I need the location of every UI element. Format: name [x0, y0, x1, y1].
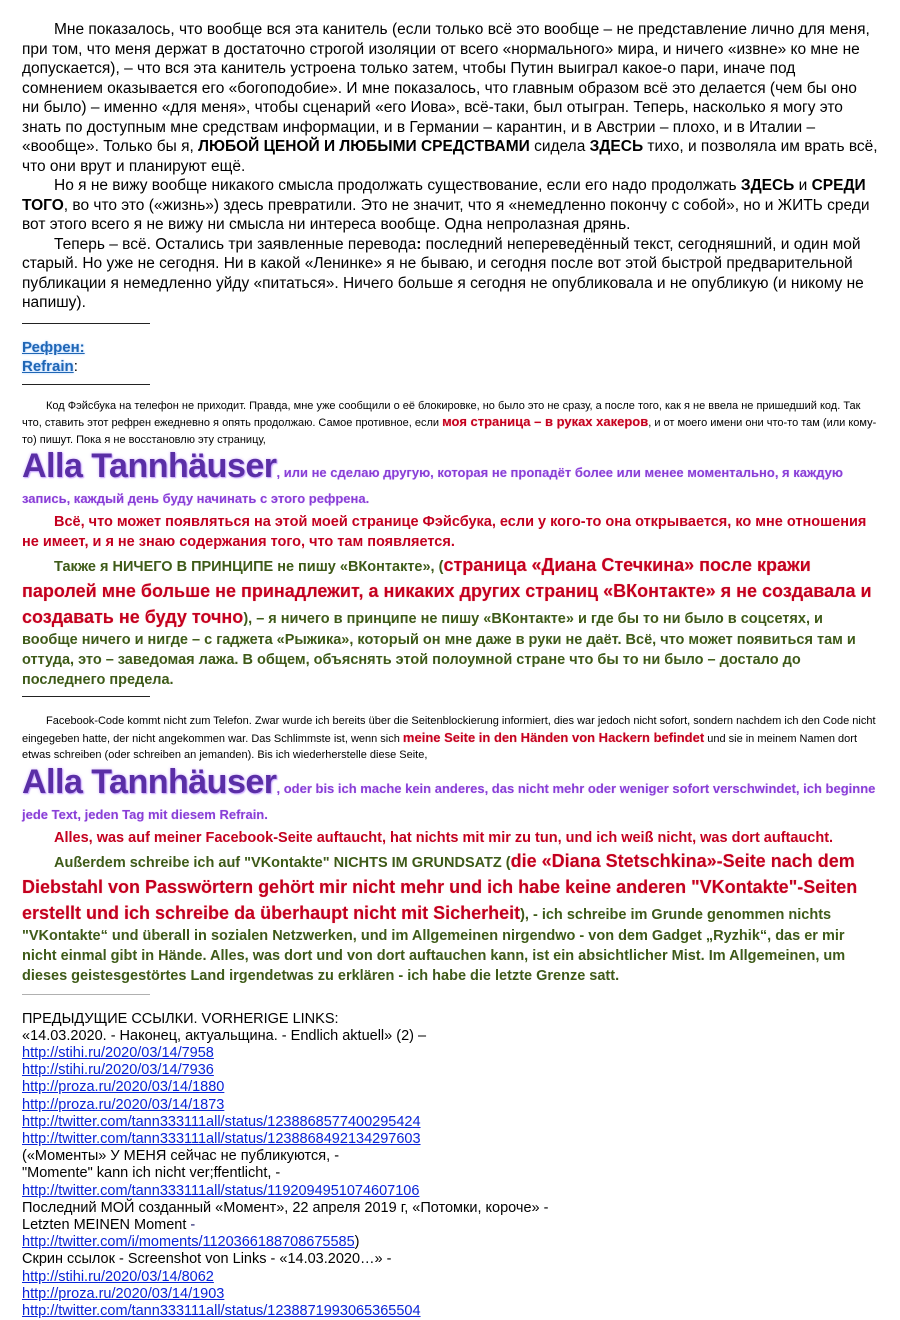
bold-phrase: ЛЮБОЙ ЦЕНОЙ И ЛЮБЫМИ СРЕДСТВАМИ — [198, 138, 530, 155]
paragraph-text: и — [794, 177, 811, 194]
moments-note-de: "Momente" kann ich nicht ver;ffentlicht, - — [22, 1165, 878, 1182]
link-twitter-moment[interactable]: http://twitter.com/i/moments/1120366188708675585 — [22, 1234, 355, 1250]
paragraph-3 — [22, 235, 878, 313]
previous-links — [22, 1011, 878, 1320]
link-stihi[interactable]: http://stihi.ru/2020/03/14/7936 — [22, 1062, 214, 1078]
ru-facebook-notice — [22, 398, 878, 449]
paragraph-2 — [22, 176, 878, 235]
bold-colon: : — [416, 236, 421, 253]
notice-text: Код Фэйсбука на телефон не приходит. Правда, мне уже сообщили о её блокировке, но было это не сразу, а после того, как я не ввела не пришедший код. Так что, ставить этот рефрен ежедневно я опять продолжаю. Самое противное, если — [22, 400, 860, 430]
notice-text: ), - ich schreibe im Grunde genommen nichts "VKontakte“ und überall in sozialen Netzwerken, und im Allgemeinen nirgendwo - von dem Gadget „Ryzhik“, das er mir nicht einmal gibt in Hände. Alles, was dort und von dort auftauchen kann, ist ein absichtlicher Mist. Im Allgemeinen, um dieses geistesgestörtes Land irgendetwas zu erklären - ich habe die letzte Grenze satt. — [22, 907, 845, 984]
links-group-1 — [22, 1045, 878, 1148]
link-stihi[interactable]: http://stihi.ru/2020/03/14/7958 — [22, 1045, 214, 1061]
close-paren: ) — [355, 1234, 360, 1250]
author-name: Alla Tannhäuser — [22, 763, 277, 801]
last-moment-ru: Последний МОЙ созданный «Момент», 22 апреля 2019 г, «Потомки, короче» - — [22, 1200, 878, 1217]
link-proza[interactable]: http://proza.ru/2020/03/14/1880 — [22, 1079, 224, 1095]
refrain-heading-ru[interactable]: Рефрен: — [22, 338, 878, 357]
last-moment-label: Letzten MEINEN Moment — [22, 1217, 186, 1233]
last-moment-de — [22, 1217, 878, 1234]
paragraph-text: Но я не вижу вообще никакого смысла продолжать существование, если его надо продолжать — [54, 177, 741, 194]
notice-text: , и от моего имени они что-то там (или кому-то) пишут. Пока я не восстановлю эту страницу, — [22, 417, 876, 446]
link-twitter[interactable]: http://twitter.com/tann333111all/status/1238871993065365504 — [22, 1303, 421, 1319]
link-stihi[interactable]: http://stihi.ru/2020/03/14/8062 — [22, 1269, 214, 1285]
stolen-page-phrase: die «Diana Stetschkina»-Seite nach dem Diebstahl von Passwörtern gehört mir nicht mehr und ich habe keine anderen "VKontakte"-Seiten erstellt und ich schreibe da überhaupt nicht mit Sicherheit — [22, 851, 857, 923]
de-facebook-notice — [22, 713, 878, 764]
paragraph-text: Теперь – всё. Остались три заявленные перевода — [54, 236, 416, 253]
de-red-notice: Alles, was auf meiner Facebook-Seite auftaucht, hat nichts mit mir zu tun, und ich weiß nicht, was dort auftaucht. — [22, 828, 878, 848]
paragraph-text: Мне показалось, что вообще вся эта канитель (если только всё это вообще – не представление лично для меня, при том, что меня держат в достаточно строгой изоляции от всего «нормального» мира, и ничего «извне» ко мне не допускается), – что вся эта канитель устроена только затем, чтобы Путин выиграл какое-о пари, иначе под сомнением оказывается его «богоподобие». И мне показалось, что главным образом всё это делается (чем бы оно ни было) – именно «для меня», чтобы сценарий «его Иова», всё-таки, был отыгран. Теперь, насколько я могу это знать по доступным мне средствам информации, и в Германии – карантин, и в Австрии – плохо, и в Италии – «вообще». Только бы я, — [22, 21, 870, 155]
links-group-title: «14.03.2020. - Наконец, актуальщина. - Endlich aktuell» (2) – — [22, 1028, 878, 1045]
links-heading: ПРЕДЫДУЩИЕ ССЫЛКИ. VORHERIGE LINKS: — [22, 1011, 878, 1028]
author-name: Alla Tannhäuser — [22, 447, 277, 485]
bold-phrase: ЗДЕСЬ — [590, 138, 643, 155]
screenshot-title: Скрин ссылок - Screenshot von Links - «14.03.2020…» - — [22, 1251, 878, 1268]
document-page — [22, 20, 878, 1320]
paragraph-text: тихо, и позволяла им врать всё, что они врут и планируют ещё. — [22, 138, 878, 175]
paragraph-text: , во что это («жизнь») здесь превратили. Это не значит, что я «немедленно покончу с собой», но и ЖИТЬ среди вот этого всего я не вижу ни смысла ни интереса вообще. Одна непролазная дрянь. — [22, 197, 870, 234]
refrain-link[interactable]: Refrain — [22, 358, 74, 375]
de-vkontakte-notice — [22, 848, 878, 986]
ru-alla-refrain — [22, 448, 878, 512]
notice-text: Außerdem schreibe ich auf "VKontakte" NICHTS IM GRUNDSATZ ( — [54, 855, 511, 871]
refrain-tail: , oder bis ich mache kein anderes, das nicht mehr oder weniger sofort verschwindet, ich beginne jede Text, jeden Tag mit diesem Refrain. — [22, 781, 875, 822]
link-proza[interactable]: http://proza.ru/2020/03/14/1873 — [22, 1097, 224, 1113]
link-twitter[interactable]: http://twitter.com/tann333111all/status/1238868492134297603 — [22, 1131, 421, 1147]
notice-text: ), – я ничего в принципе не пишу «ВКонтакте» и где бы то ни было в соцсетях, и вообще ничего и нигде – с гаджета «Рыжика», который он мне даже в руки не даёт. Всё, что может появиться там и оттуда, это – заведомая лажа. В общем, объяснять этой полоумной стране что бы то ни было – достало до последнего предела. — [22, 611, 856, 688]
paragraph-text: сидела — [530, 138, 590, 155]
dash: - — [186, 1217, 195, 1233]
russian-main-text — [22, 20, 878, 313]
de-alla-refrain — [22, 764, 878, 828]
link-twitter[interactable]: http://twitter.com/tann333111all/status/1192094951074607106 — [22, 1183, 419, 1199]
refrain-heading-en[interactable] — [22, 357, 878, 376]
stolen-page-phrase: страница «Диана Стечкина» после кражи паролей мне больше не принадлежит, а никаких других страниц «ВКонтакте» я не создавала и создавать не буду точно — [22, 555, 872, 627]
ru-vkontakte-notice — [22, 552, 878, 690]
hackers-phrase: meine Seite in den Händen von Hackern befindet — [403, 730, 704, 745]
paragraph-text: последний непереведённый текст, сегодняшний, и один мой старый. Но уже не сегодня. Ни в какой «Ленинке» я не бываю, и сегодня после вот этой быстрой предварительной публикации я немедленно уйду «питаться». Ничего больше я сегодня не опубликовала и не опубликую (и никому не напишу). — [22, 236, 864, 312]
moments-note-ru: («Моменты» У МЕНЯ сейчас не публикуются, - — [22, 1148, 878, 1165]
refrain-tail: , или не сделаю другую, которая не пропадёт более или менее моментально, я каждую запись, каждый день буду начинать с этого рефрена. — [22, 465, 843, 506]
ru-red-notice: Всё, что может появляться на этой моей странице Фэйсбука, если у кого-то она открывается, ко мне отношения не имеет, и я не знаю содержания того, что там появляется. — [22, 512, 878, 552]
notice-text: Facebook-Code kommt nicht zum Telefon. Zwar wurde ich bereits über die Seitenblockierung informiert, dies war jedoch nicht sofort, sondern nachdem ich den Code nicht eingegeben hatte, der nicht angekommen war. Das Schlimmste ist, wenn sich — [22, 715, 876, 745]
link-proza[interactable]: http://proza.ru/2020/03/14/1903 — [22, 1286, 224, 1302]
paragraph-1 — [22, 20, 878, 176]
bold-phrase: СРЕДИ ТОГО — [22, 177, 866, 214]
colon: : — [74, 358, 78, 375]
link-twitter[interactable]: http://twitter.com/tann333111all/status/1238868577400295424 — [22, 1114, 421, 1130]
hackers-phrase: моя страница – в руках хакеров — [442, 414, 648, 429]
notice-text: Также я НИЧЕГО В ПРИНЦИПЕ не пишу «ВКонтакте», ( — [54, 559, 443, 575]
notice-text: und sie in meinem Namen dort etwas schreiben (oder schreiben an jemanden). Bis ich wiederherstelle diese Seite, — [22, 733, 857, 762]
bold-phrase: ЗДЕСЬ — [741, 177, 794, 194]
